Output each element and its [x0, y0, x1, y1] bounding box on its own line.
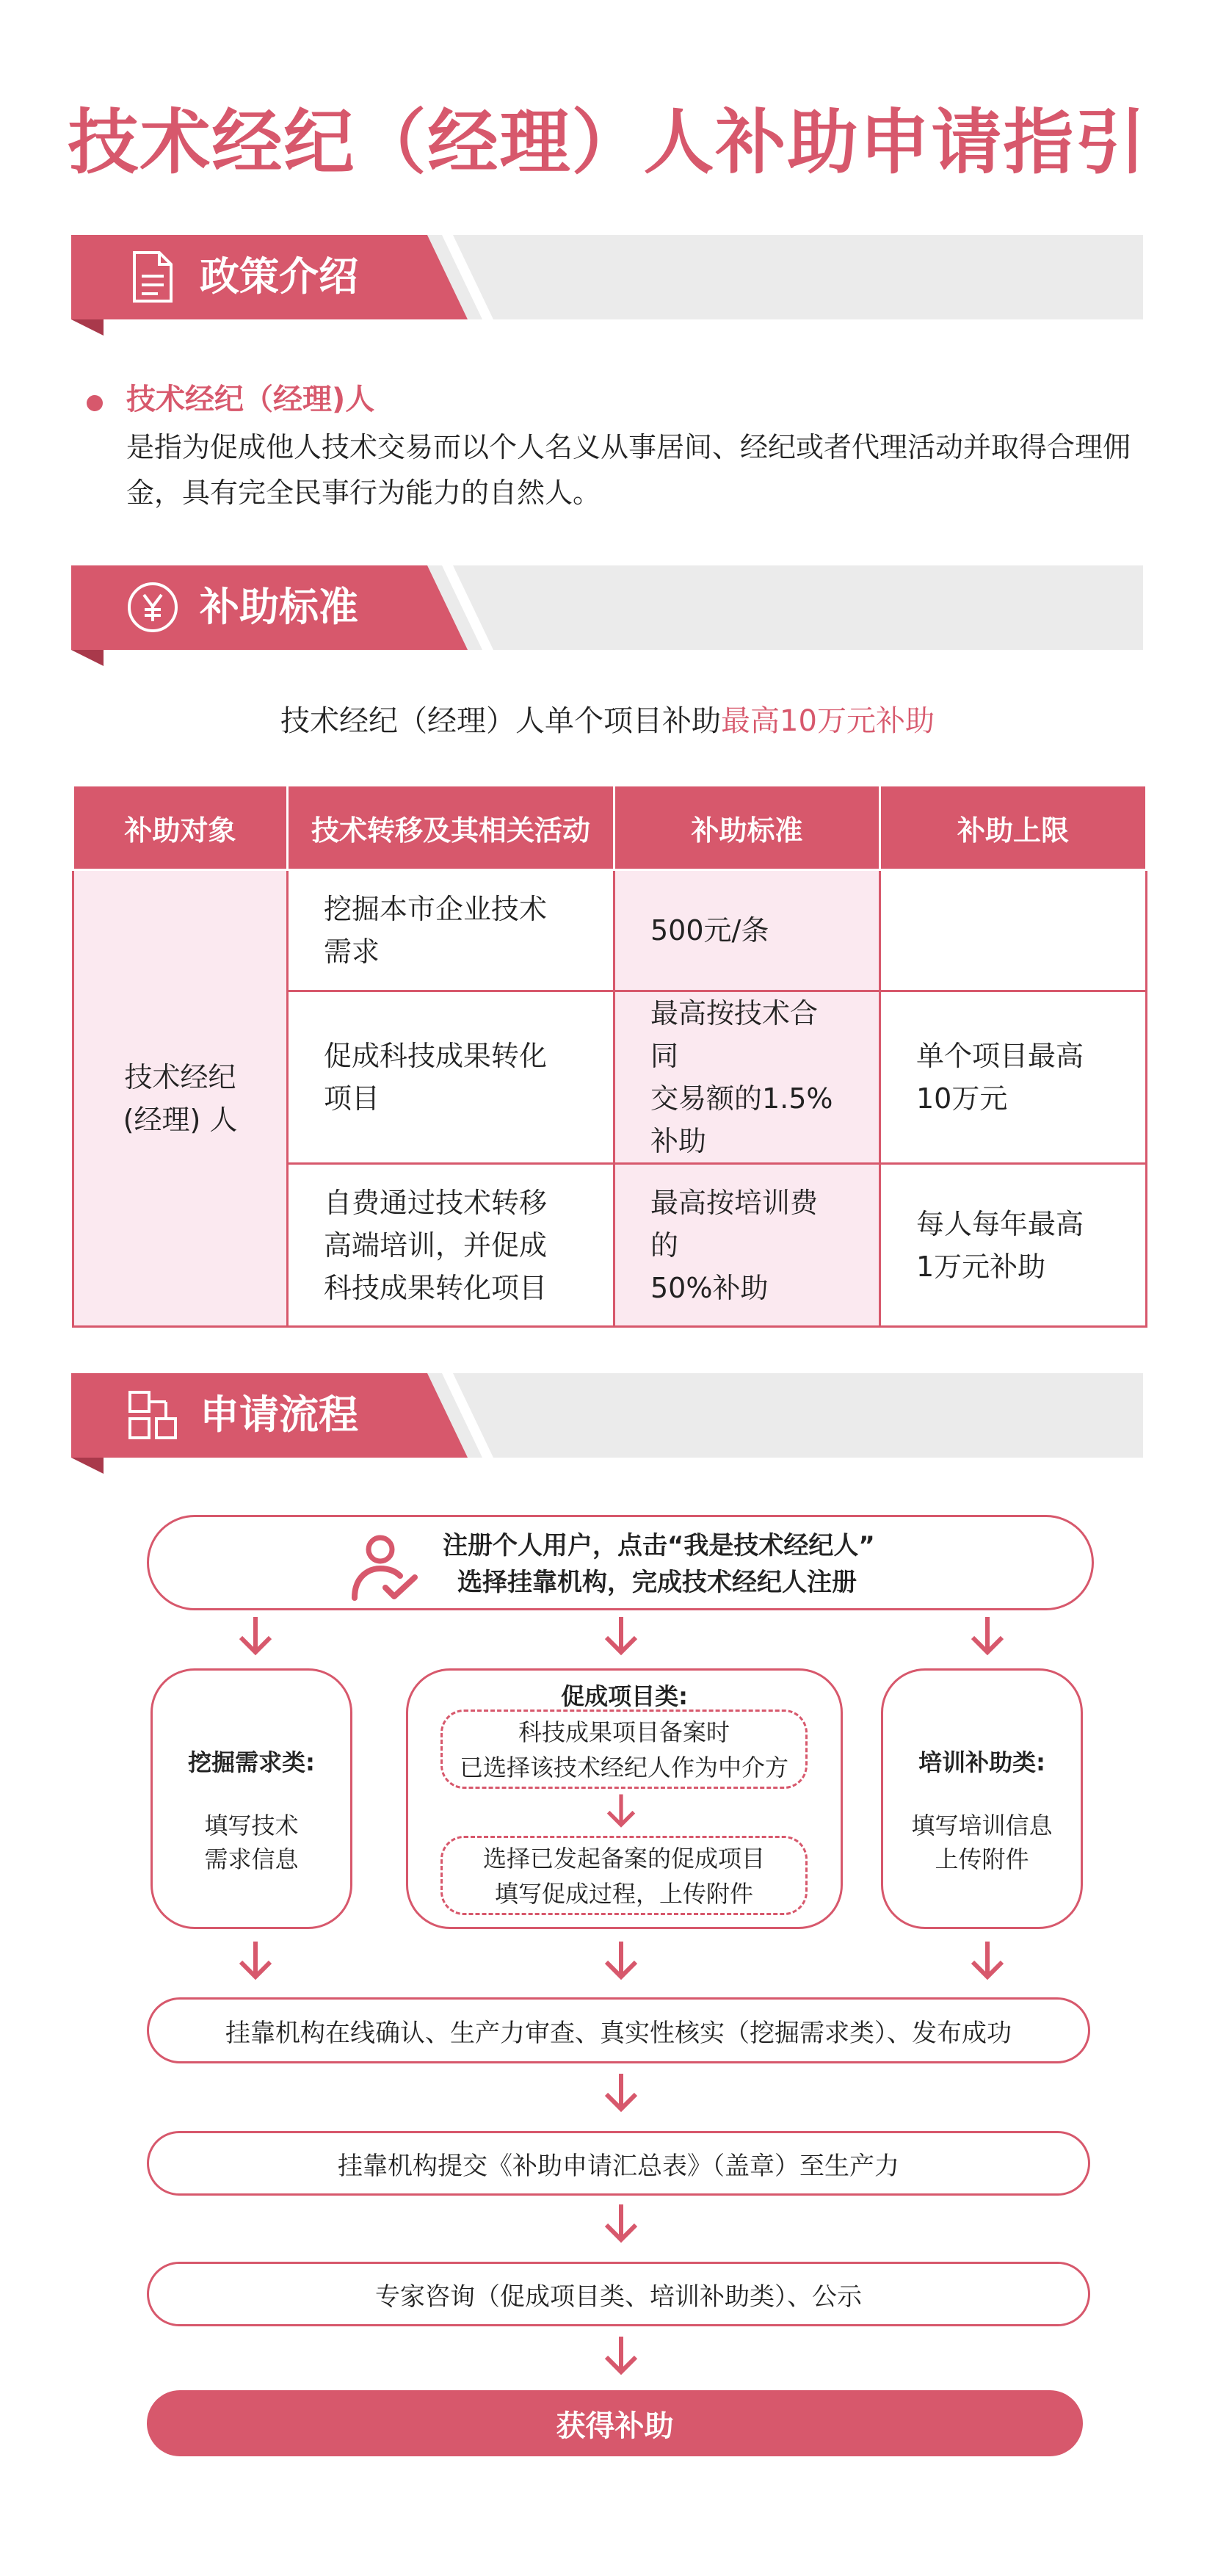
- intro-description: 是指为促成他人技术交易而以个人名义从事居间、经纪或者代理活动并取得合理佣金，具有完全民事行为能力的自然人。: [126, 431, 1131, 509]
- section-title-standard: 补助标准: [200, 584, 358, 630]
- demand-category-box: [150, 1668, 352, 1929]
- table-cell-object: 技术经纪 (经理) 人: [73, 870, 288, 1327]
- table-cell-activity: 挖掘本市企业技术 需求: [288, 870, 614, 991]
- down-arrow-icon: [599, 1939, 643, 1983]
- project-step-2: 选择已发起备案的促成项目 填写促成过程，上传附件: [440, 1836, 808, 1915]
- subsidy-summary: [0, 698, 1215, 739]
- expert-step-box: 专家咨询（促成项目类、培训补助类）、公示: [147, 2262, 1090, 2326]
- training-category-box: [881, 1668, 1083, 1929]
- table-header: 技术转移及其相关活动: [288, 786, 614, 870]
- table-cell-activity: 促成科技成果转化 项目: [288, 991, 614, 1164]
- demand-category-title: 挖掘需求类:: [188, 1748, 315, 1776]
- table-header: 补助上限: [880, 786, 1147, 870]
- table-cell-limit: 单个项目最高 10万元: [880, 991, 1147, 1164]
- page-title: 技术经纪（经理）人补助申请指引: [68, 101, 1147, 184]
- register-line-1: 注册个人用户，点击“我是技术经纪人”: [443, 1531, 875, 1560]
- subsidy-summary-prefix: 技术经纪（经理）人单个项目补助: [280, 704, 722, 738]
- subsidy-summary-highlight: 最高10万元补助: [721, 704, 935, 738]
- user-check-icon: [347, 1532, 421, 1605]
- submit-step-box: 挂靠机构提交《补助申请汇总表》（盖章）至生产力: [147, 2131, 1090, 2196]
- register-step-box: [147, 1515, 1094, 1610]
- intro-term: 技术经纪（经理)人: [126, 383, 375, 416]
- table-row: [73, 870, 1147, 991]
- confirm-step-box: 挂靠机构在线确认、生产力审查、真实性核实（挖掘需求类）、发布成功: [147, 1997, 1090, 2063]
- final-step-box: 获得补助: [147, 2390, 1083, 2456]
- register-line-2: 选择挂靠机构，完成技术经纪人注册: [457, 1568, 857, 1597]
- down-arrow-icon: [233, 1614, 278, 1658]
- flowchart-icon: [124, 1386, 181, 1444]
- down-arrow-icon: [599, 2071, 643, 2115]
- down-arrow-icon: [965, 1939, 1009, 1983]
- training-category-title: 培训补助类:: [918, 1748, 1045, 1776]
- section-header-process: [71, 1358, 1143, 1458]
- down-arrow-icon: [233, 1939, 278, 1983]
- down-arrow-icon: [599, 2334, 643, 2378]
- down-arrow-icon: [599, 1614, 643, 1658]
- table-cell-limit: 每人每年最高 1万元补助: [880, 1164, 1147, 1327]
- table-cell-standard: 最高按技术合同 交易额的1.5% 补助: [614, 991, 880, 1164]
- bullet-dot: [87, 395, 103, 411]
- down-arrow-icon: [602, 1792, 640, 1830]
- down-arrow-icon: [965, 1614, 1009, 1658]
- section-title-process: 申请流程: [200, 1392, 358, 1438]
- table-cell-activity: 自费通过技术转移 高端培训，并促成 科技成果转化项目: [288, 1164, 614, 1327]
- section-title-intro: 政策介绍: [200, 253, 358, 300]
- table-cell-standard: 最高按培训费的 50%补助: [614, 1164, 880, 1327]
- document-icon: [124, 248, 181, 305]
- project-category-title: 促成项目类:: [561, 1682, 688, 1710]
- section-header-standard: [71, 551, 1143, 650]
- table-cell-limit: [880, 870, 1147, 991]
- table-cell-standard: 500元/条: [614, 870, 880, 991]
- subsidy-table: [72, 784, 1147, 1328]
- table-header: 补助标准: [614, 786, 880, 870]
- demand-category-body: 填写技术 需求信息: [204, 1812, 299, 1873]
- table-header: 补助对象: [73, 786, 288, 870]
- section-header-intro: [71, 220, 1143, 319]
- down-arrow-icon: [599, 2201, 643, 2246]
- project-step-1: 科技成果项目备案时 已选择该技术经纪人作为中介方: [440, 1710, 808, 1789]
- yen-icon: [124, 579, 181, 636]
- training-category-body: 填写培训信息 上传附件: [911, 1812, 1053, 1873]
